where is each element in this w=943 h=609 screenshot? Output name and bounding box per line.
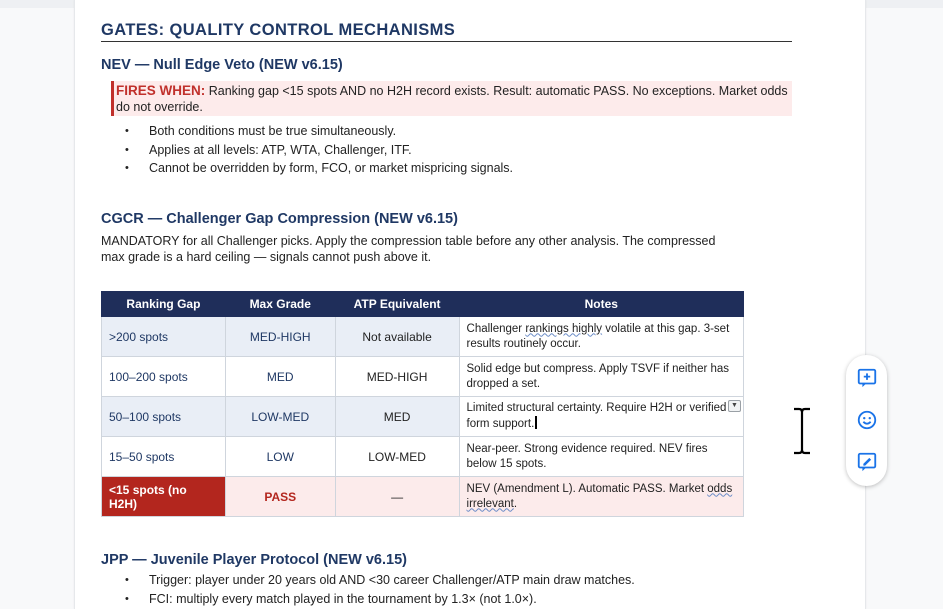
cell-notes[interactable]: [459, 477, 743, 517]
fires-when-label: FIRES WHEN:: [116, 83, 206, 98]
cell-notes[interactable]: [459, 357, 743, 397]
document-page[interactable]: [74, 0, 866, 609]
list-item[interactable]: • Applies at all levels: ATP, WTA, Challenger, ITF.: [125, 141, 513, 160]
jpp-bullet-list: [125, 571, 635, 608]
header-ranking-gap[interactable]: Ranking Gap: [102, 292, 226, 317]
list-item[interactable]: • Trigger: player under 20 years old AND <30 career Challenger/ATP main draw matches.: [125, 571, 635, 590]
text-ibeam-cursor-icon: [790, 406, 814, 456]
cell-max-grade[interactable]: MED-HIGH: [225, 317, 335, 357]
cell-ranking-gap[interactable]: 15–50 spots: [102, 437, 226, 477]
table-row: [102, 357, 744, 397]
add-comment-icon: [856, 367, 878, 389]
list-item[interactable]: • Both conditions must be true simultaneously.: [125, 122, 513, 141]
spelling-flag[interactable]: odds irrelevant: [466, 482, 733, 510]
nev-heading: NEV — Null Edge Veto (NEW v6.15): [101, 57, 343, 73]
cell-atp-equivalent[interactable]: MED: [335, 397, 459, 437]
notes-text: Near-peer. Strong evidence required. NEV fires below 15 spots.: [466, 442, 708, 470]
cell-atp-equivalent[interactable]: MED-HIGH: [335, 357, 459, 397]
notes-text: Limited structural certainty. Require H2H or verified form support.: [466, 402, 727, 430]
cell-notes-active[interactable]: [459, 397, 743, 437]
cell-ranking-gap[interactable]: 100–200 spots: [102, 357, 226, 397]
cell-ranking-gap[interactable]: 50–100 spots: [102, 397, 226, 437]
cell-max-grade[interactable]: PASS: [225, 477, 335, 517]
text-cursor: [535, 416, 537, 429]
nev-bullet-list: [125, 122, 513, 178]
cgcr-paragraph[interactable]: [101, 233, 791, 265]
cell-max-grade[interactable]: LOW-MED: [225, 397, 335, 437]
notes-text: Challenger: [466, 322, 526, 335]
notes-text: volatile at this gap. 3-set results routinely occur.: [466, 322, 730, 350]
emoji-reaction-icon: [856, 409, 878, 431]
header-notes[interactable]: Notes: [459, 292, 743, 317]
spelling-flag[interactable]: rankings highly: [525, 322, 603, 335]
header-max-grade[interactable]: Max Grade: [225, 292, 335, 317]
suggest-edits-icon: [856, 451, 878, 473]
cell-ranking-gap[interactable]: >200 spots: [102, 317, 226, 357]
floating-action-toolbar: [846, 355, 887, 486]
cell-ranking-gap[interactable]: <15 spots (no H2H): [102, 477, 226, 517]
notes-text: .: [513, 497, 518, 510]
add-comment-button[interactable]: [856, 367, 878, 389]
notes-text: Solid edge but compress. Apply TSVF if neither has dropped a set.: [466, 362, 730, 390]
cell-menu-dropdown-icon[interactable]: ▼: [728, 400, 741, 412]
notes-text: NEV (Amendment L). Automatic PASS. Market: [466, 482, 708, 495]
list-item[interactable]: • Cannot be overridden by form, FCO, or market mispricing signals.: [125, 159, 513, 178]
cell-max-grade[interactable]: MED: [225, 357, 335, 397]
cgcr-heading: CGCR — Challenger Gap Compression (NEW v6.15): [101, 211, 458, 227]
list-item[interactable]: • FCI: multiply every match played in the tournament by 1.3× (not 1.0×).: [125, 590, 635, 609]
fires-when-callout[interactable]: [111, 81, 792, 116]
cell-max-grade[interactable]: LOW: [225, 437, 335, 477]
table-row: [102, 437, 744, 477]
page-title: GATES: QUALITY CONTROL MECHANISMS: [101, 21, 456, 39]
cell-atp-equivalent[interactable]: LOW-MED: [335, 437, 459, 477]
cell-notes[interactable]: [459, 317, 743, 357]
cell-atp-equivalent[interactable]: —: [335, 477, 459, 517]
cell-atp-equivalent[interactable]: Not available: [335, 317, 459, 357]
jpp-heading: JPP — Juvenile Player Protocol (NEW v6.15): [101, 552, 407, 568]
title-divider: [101, 41, 792, 42]
cell-notes[interactable]: [459, 437, 743, 477]
cgcr-paragraph-line-2: max grade is a hard ceiling — signals cannot push above it.: [101, 250, 432, 264]
header-atp-equivalent[interactable]: ATP Equivalent: [335, 292, 459, 317]
table-header-row: [102, 292, 744, 317]
table-row: [102, 477, 744, 517]
table-row: [102, 317, 744, 357]
compression-table[interactable]: [101, 291, 744, 517]
cgcr-paragraph-line-1: MANDATORY for all Challenger picks. Apply the compression table before any other analysis. The compressed: [101, 234, 716, 248]
suggest-edits-button[interactable]: [856, 451, 878, 473]
add-emoji-reaction-button[interactable]: [856, 409, 878, 431]
table-row: [102, 397, 744, 437]
fires-when-text: Ranking gap <15 spots AND no H2H record exists. Result: automatic PASS. No exceptions. Market odds do not override.: [116, 84, 788, 114]
